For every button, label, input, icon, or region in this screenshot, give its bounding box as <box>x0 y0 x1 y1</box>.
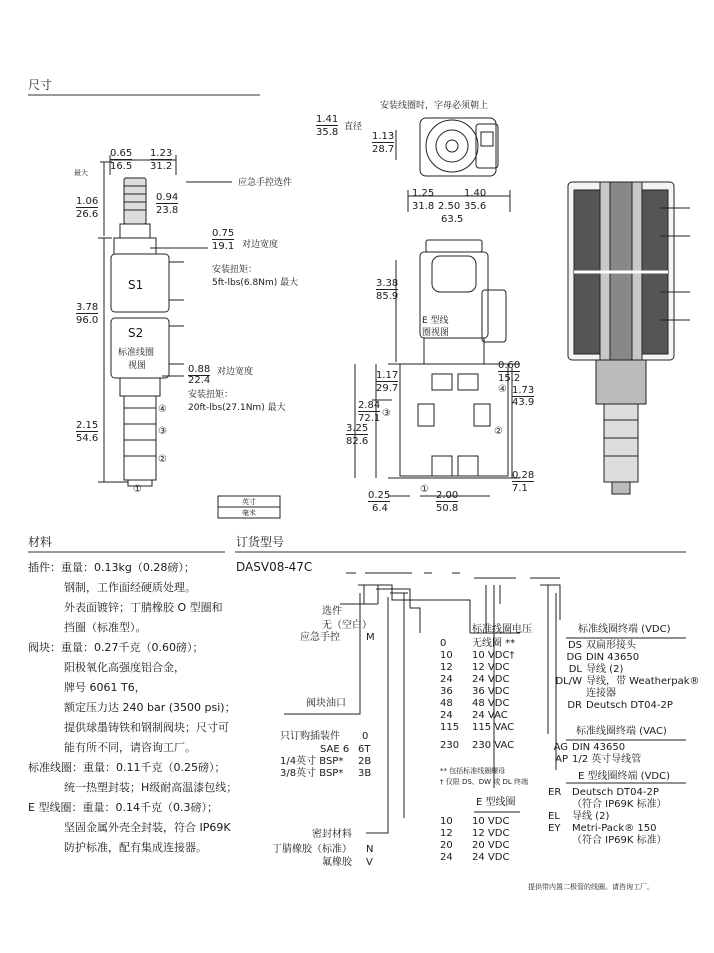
voltage-list <box>440 638 550 752</box>
term-vdc-row: DR Deutsch DT04-2P <box>567 700 673 711</box>
dim-152: 15.2 <box>498 373 521 384</box>
dim-721: 72.1 <box>358 413 381 424</box>
dim-546: 54.6 <box>76 433 99 444</box>
dim-094: 0.94 <box>156 192 179 203</box>
seal-nbr-code: N <box>366 844 374 855</box>
coil-s2-label: S2 <box>128 326 144 340</box>
dim-318: 31.8 <box>412 201 435 212</box>
dim-028: 0.28 <box>512 470 535 481</box>
dim-065: 0.65 <box>110 148 133 159</box>
dim-64: 6.4 <box>372 503 388 514</box>
cartridge-section-view <box>568 182 690 494</box>
material-cartridge: 插件：重量：0.13kg（0.28磅）； 钢制，工作面经硬质处理。 外表面镀锌；丁腈橡胶 O 型圈和 挡圈（标准型）。 <box>28 561 223 634</box>
opt-override: 应急手控 <box>300 632 340 643</box>
materials-heading: 材料 <box>28 535 53 549</box>
coil-s1-label: S1 <box>128 278 144 292</box>
port-bsp14: 1/4英寸 BSP* <box>280 756 344 767</box>
term-e-row: ER Deutsch DT04-2P <box>548 787 659 798</box>
dim-284: 2.84 <box>358 400 381 411</box>
voltage-row: 115 115 VAC <box>440 722 515 733</box>
dim-141: 1.41 <box>316 114 339 125</box>
dim-224: 22.4 <box>188 375 211 386</box>
dim-125: 1.25 <box>412 188 435 199</box>
install-torque-1: 安装扭矩： <box>212 265 258 275</box>
dim-215: 2.15 <box>76 420 99 431</box>
dim-165: 16.5 <box>110 161 133 172</box>
dim-635: 63.5 <box>441 214 464 225</box>
options-title: 选件 <box>322 606 342 617</box>
term-vac-title: 标准线圈终端 (VAC) <box>576 726 667 737</box>
dim-123: 1.23 <box>150 148 173 159</box>
dim-826: 82.6 <box>346 436 369 447</box>
torque-2-value: 20ft-lbs(27.1Nm) 最大 <box>188 403 286 413</box>
term-vdc-row: DG DIN 43650 <box>566 652 640 663</box>
install-note: 安装线圈时，字母必须朝上 <box>380 101 489 111</box>
dim-439: 43.9 <box>512 397 535 408</box>
across-flats-2: 对边宽度 <box>217 367 254 377</box>
dim-508: 50.8 <box>436 503 459 514</box>
dim-297: 29.7 <box>376 383 399 394</box>
materials-list <box>28 558 237 858</box>
dim-378: 3.78 <box>76 302 99 313</box>
dim-200: 2.00 <box>436 490 459 501</box>
dim-238: 23.8 <box>156 205 179 216</box>
voltage-note-2: † 仅限 DS、DW 或 DL 终端 <box>440 778 529 786</box>
voltage-note-1: ** 包括标准线圈螺母 <box>440 767 506 775</box>
voltage-row: 48 48 VDC <box>440 698 510 709</box>
legend-inch: 英寸 <box>242 498 256 506</box>
dim-312: 31.2 <box>150 161 173 172</box>
ecoil-title: E 型线圈 <box>476 797 516 808</box>
voltage-row: 10 10 VDC† <box>440 650 515 661</box>
dim-075: 0.75 <box>212 228 235 239</box>
dim-117: 1.17 <box>376 370 399 381</box>
term-vac-row: AP 1/2 英寸导线管 <box>555 754 642 765</box>
material-std-coil: 标准线圈：重量：0.11千克（0.25磅）； 统一热塑封装；H级耐高温漆包线； <box>28 761 238 794</box>
term-vdc-title: 标准线圈终端 (VDC) <box>578 624 671 635</box>
dim-325: 3.25 <box>346 423 369 434</box>
port-title: 阀块油口 <box>306 698 346 709</box>
ecoil-view-2: 圈视图 <box>422 328 450 338</box>
term-e-row: EL 导线 (2) <box>548 811 610 822</box>
voltage-row: 24 24 VDC <box>440 674 510 685</box>
term-vac-list <box>540 742 641 766</box>
voltage-row: 230 230 VAC <box>440 740 515 751</box>
term-e-list <box>548 787 667 847</box>
dim-088: 0.88 <box>188 364 211 375</box>
dim-max: 最大 <box>74 169 88 177</box>
only-cartridge: 只订购插装件 <box>280 731 340 742</box>
term-vdc-row: DS 双扁形接头 <box>567 640 636 651</box>
port-sae6-code: 6T <box>358 744 371 755</box>
voltage-row: 12 12 VDC <box>440 662 510 673</box>
dim-250: 2.50 <box>438 201 461 212</box>
term-vdc-list <box>540 640 700 712</box>
dim-113: 1.13 <box>372 131 395 142</box>
dim-859: 85.9 <box>376 291 399 302</box>
override-label: 应急手控选件 <box>238 178 293 188</box>
ecoil-voltage-row: 10 10 VDC <box>440 816 510 827</box>
term-vdc-row: 连接器 <box>586 688 616 699</box>
dim-71: 7.1 <box>512 483 528 494</box>
port-bsp14-code: 2B <box>358 756 372 767</box>
opt-none: 无（空白） <box>322 620 372 631</box>
footnote: 提供带内置二极管的线圈。请咨询工厂。 <box>528 883 654 891</box>
voltage-title: 标准线圈电压 <box>472 624 532 635</box>
dim-106: 1.06 <box>76 196 99 207</box>
port-4-left: ④ <box>158 404 167 415</box>
dim-356: 35.6 <box>464 201 487 212</box>
port-1-mid: ① <box>420 484 429 495</box>
dim-358: 35.8 <box>316 127 339 138</box>
dim-060: 0.60 <box>498 360 521 371</box>
dimensions-heading: 尺寸 <box>28 78 53 92</box>
dim-025: 0.25 <box>368 490 391 501</box>
opt-override-code: M <box>366 632 375 643</box>
port-sae6: SAE 6 <box>320 744 350 755</box>
material-body: 阀块：重量：0.27千克（0.60磅）； 阳极氧化高强度铝合金， 牌号 6061 T6， 额定压力达 240 bar (3500 psi)； 提供球墨铸铁和钢制阀块；尺寸可 能有所不同，请咨询工厂。 <box>28 641 236 754</box>
std-coil-label: 标准线圈 <box>118 348 155 358</box>
dim-960: 96.0 <box>76 315 99 326</box>
port-2-mid: ② <box>494 426 503 437</box>
term-vac-row: AG DIN 43650 <box>553 742 626 753</box>
voltage-row: 24 24 VAC <box>440 710 508 721</box>
dim-191: 19.1 <box>212 241 235 252</box>
dim-287: 28.7 <box>372 144 395 155</box>
term-vdc-row: DL 导线 (2) <box>568 664 624 675</box>
ordering-heading: 订货型号 <box>236 535 285 549</box>
dim-338: 3.38 <box>376 278 399 289</box>
port-4-mid: ④ <box>498 384 507 395</box>
port-2-left: ② <box>158 454 167 465</box>
seal-title: 密封材料 <box>312 829 352 840</box>
material-e-coil: E 型线圈：重量：0.14千克（0.3磅）； 坚固金属外壳全封装，符合 IP69K 防护标准，配有集成连接器。 <box>28 801 231 854</box>
model-code: DASV08-47C <box>236 560 313 574</box>
term-e-title: E 型线圈终端 (VDC) <box>578 771 671 782</box>
install-torque-2: 安装扭矩： <box>188 390 234 400</box>
ecoil-voltage-row: 20 20 VDC <box>440 840 510 851</box>
ecoil-view-1: E 型线 <box>422 316 449 326</box>
seal-fkm: 氟橡胶 <box>322 857 352 868</box>
dim-266: 26.6 <box>76 209 99 220</box>
seal-nbr: 丁腈橡胶（标准） <box>272 844 352 855</box>
port-3-mid: ③ <box>382 408 391 419</box>
term-vdc-row: DL/W 导线，带 Weatherpak® <box>555 676 700 687</box>
dim-173: 1.73 <box>512 385 535 396</box>
ecoil-voltage-row: 12 12 VDC <box>440 828 510 839</box>
across-flats-1: 对边宽度 <box>242 240 279 250</box>
term-e-row: EY Metri-Pack® 150 <box>548 823 657 834</box>
only-cartridge-code: 0 <box>362 731 369 742</box>
seal-fkm-code: V <box>366 857 373 868</box>
legend-mm: 毫米 <box>242 509 256 517</box>
diameter-label: 直径 <box>344 122 363 132</box>
voltage-row: 0 无线圈 ** <box>440 638 516 649</box>
dim-140: 1.40 <box>464 188 487 199</box>
port-1-left: ① <box>133 484 142 495</box>
port-bsp38-code: 3B <box>358 768 372 779</box>
port-3-left: ③ <box>158 426 167 437</box>
torque-1-value: 5ft-lbs(6.8Nm) 最大 <box>212 278 299 288</box>
voltage-row: 36 36 VDC <box>440 686 510 697</box>
term-e-row: （符合 IP69K 标准） <box>572 835 667 846</box>
port-bsp38: 3/8英寸 BSP* <box>280 768 344 779</box>
ecoil-voltage-row: 24 24 VDC <box>440 852 510 863</box>
view-label: 视图 <box>128 361 147 371</box>
term-e-row: （符合 IP69K 标准） <box>572 799 667 810</box>
ecoil-voltage-list <box>440 816 509 864</box>
